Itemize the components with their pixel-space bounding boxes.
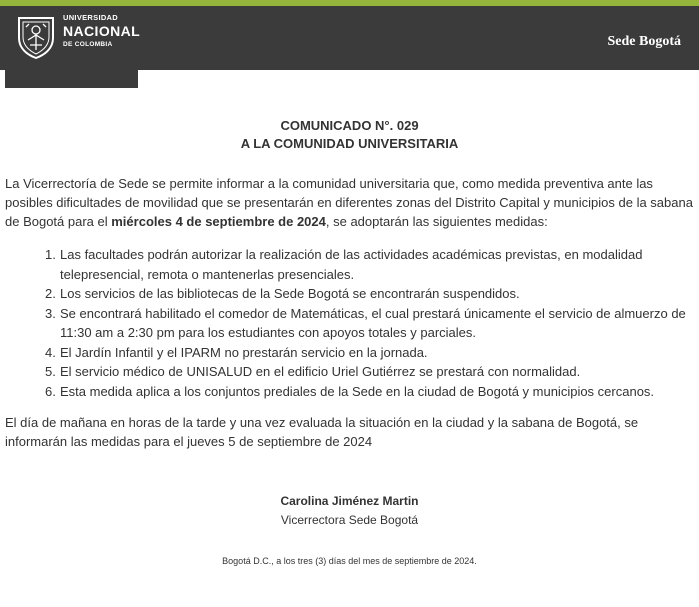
list-number: 3. (45, 305, 56, 321)
list-text: El servicio médico de UNISALUD en el edificio Uriel Gutiérrez se prestará con normalidad. (60, 364, 581, 379)
list-text: Las facultades podrán autorizar la realización de las actividades académicas previstas, en modalidad telepresencial, remota o mantenerlas presenciales. (60, 247, 643, 282)
list-text: Esta medida aplica a los conjuntos prediales de la Sede en la ciudad de Bogotá y municipios cercanos. (60, 383, 655, 399)
intro-text: La Vicerrectoría de Sede se permite informar a la comunidad universitaria que, como medida preventiva ante las posibles dificultades de movilidad que se presentarán en diferentes zonas del Distrito Capital y municipios de la sabana de Bogotá para el (5, 176, 693, 229)
measures-list (45, 245, 695, 401)
list-item (45, 362, 695, 382)
coat-of-arms-icon (13, 14, 59, 60)
logo-text-line3: DE COLOMBIA (63, 41, 113, 48)
list-number: 1. (45, 247, 56, 262)
signer-name: Carolina Jiménez Martin (280, 494, 419, 508)
logo-text-line1: UNIVERSIDAD (63, 13, 118, 22)
list-number: 4. (45, 344, 56, 360)
closing-paragraph: El día de mañana en horas de la tarde y una vez evaluada la situación en la ciudad y la sabana de Bogotá, se informarán las medidas para el jueves 5 de septiembre de 2024 (5, 415, 639, 449)
list-item (45, 284, 695, 304)
list-item (45, 382, 695, 402)
list-text: Se encontrará habilitado el comedor de Matemáticas, el cual prestará únicamente el servicio de almuerzo de 11:30 am a 2:30 pm para los estudiantes con apoyos totales y parciales. (60, 305, 686, 340)
list-text: Los servicios de las bibliotecas de la Sede Bogotá se encontrarán suspendidos. (60, 286, 520, 301)
intro-date: miércoles 4 de septiembre de 2024 (111, 214, 326, 229)
site-header (0, 0, 699, 70)
intro-paragraph (5, 174, 695, 231)
logo-text-line2: NACIONAL (63, 23, 141, 39)
list-item (45, 304, 695, 343)
list-number: 5. (45, 364, 56, 379)
list-item (45, 245, 695, 284)
sede-title[interactable]: Sede Bogotá (607, 34, 681, 49)
list-number: 2. (45, 286, 56, 301)
intro-text-end: , se adoptarán las siguientes medidas: (325, 214, 548, 229)
date-footer: Bogotá D.C., a los tres (3) días del mes de septiembre de 2024. (222, 556, 477, 566)
document-subtitle: A LA COMUNIDAD UNIVERSITARIA (240, 136, 459, 151)
university-logo[interactable] (5, 6, 141, 88)
list-item (45, 343, 695, 363)
signer-role: Vicerrectora Sede Bogotá (280, 513, 419, 527)
list-text: El Jardín Infantil y el IPARM no prestarán servicio en la jornada. (60, 344, 428, 360)
document-title: COMUNICADO N°. 029 (280, 118, 419, 133)
list-number: 6. (45, 383, 56, 399)
